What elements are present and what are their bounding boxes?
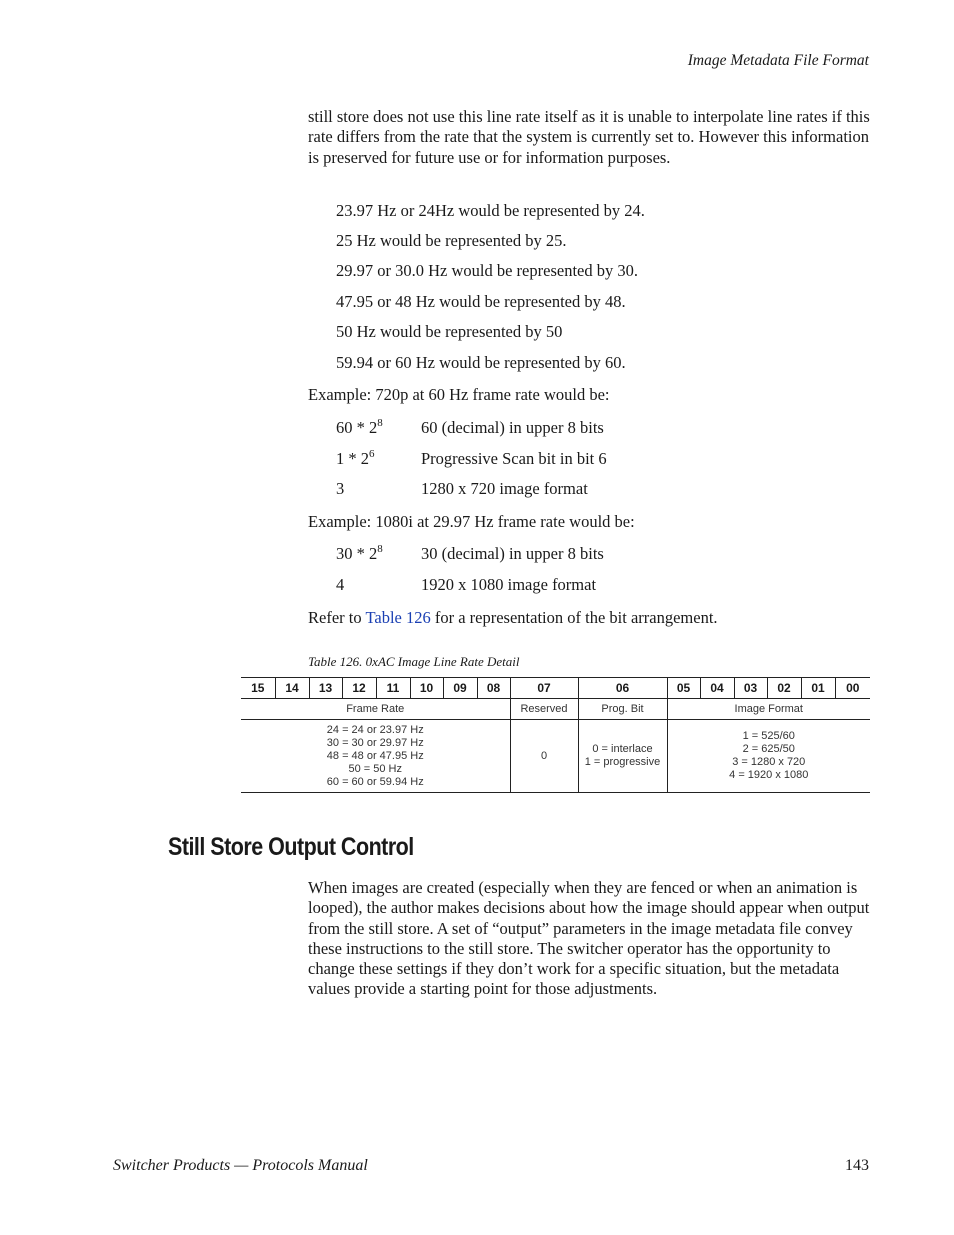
bit-header: 09 xyxy=(443,678,477,699)
example-720p-intro: Example: 720p at 60 Hz frame rate would be: xyxy=(308,385,610,404)
frame-rate-label: Frame Rate xyxy=(241,699,510,720)
frame-rate-value: 24 = 24 or 23.97 Hz xyxy=(326,723,424,736)
bit-header: 13 xyxy=(309,678,342,699)
table-caption: Table 126. 0xAC Image Line Rate Detail xyxy=(308,654,520,669)
bit-header: 10 xyxy=(410,678,443,699)
prog-bit-value: 0 = interlace xyxy=(592,743,653,755)
line-rate-bit-table xyxy=(241,677,870,793)
reserved-label: Reserved xyxy=(510,699,578,720)
bit-header: 00 xyxy=(835,678,870,699)
exponent: 6 xyxy=(369,448,375,460)
frame-rate-value: 50 = 50 Hz xyxy=(348,762,402,775)
prog-bit-label: Prog. Bit xyxy=(578,699,667,720)
bit-header: 15 xyxy=(241,678,275,699)
example-720p-row xyxy=(336,418,604,438)
frame-rate-value: 30 = 30 or 29.97 Hz xyxy=(326,736,424,749)
footer-manual-title: Switcher Products — Protocols Manual xyxy=(113,1157,368,1174)
rate-example-50: 50 Hz would be represented by 50 xyxy=(336,322,563,341)
section-heading: Still Store Output Control xyxy=(168,833,414,861)
rate-example-30: 29.97 or 30.0 Hz would be represented by 30. xyxy=(336,261,638,280)
bit-header: 02 xyxy=(767,678,801,699)
bit-header: 08 xyxy=(477,678,510,699)
bit-header: 01 xyxy=(801,678,835,699)
example-720p-row xyxy=(336,449,607,469)
example-720p-row xyxy=(336,479,588,499)
image-format-value: 1 = 525/60 xyxy=(742,730,795,742)
example-1080i-row xyxy=(336,544,604,564)
reserved-value: 0 xyxy=(540,749,548,762)
example-description: 1280 x 720 image format xyxy=(421,479,588,498)
example-value: 60 * 2 xyxy=(336,418,378,437)
example-1080i-row xyxy=(336,575,596,595)
example-value: 30 * 2 xyxy=(336,544,378,563)
example-value: 3 xyxy=(336,479,345,498)
bit-header: 03 xyxy=(734,678,767,699)
bit-header-row xyxy=(241,678,870,699)
example-description: 30 (decimal) in upper 8 bits xyxy=(421,544,604,563)
bit-header: 11 xyxy=(376,678,410,699)
example-description: Progressive Scan bit in bit 6 xyxy=(421,449,607,468)
bit-header: 12 xyxy=(342,678,376,699)
intro-paragraph: still store does not use this line rate itself as it is unable to interpolate line rates if this rate differs from the rate that the system is currently set to. However this information is preserved for future use or for information purposes. xyxy=(308,107,870,167)
field-value-row xyxy=(241,720,870,793)
section-paragraph: When images are created (especially when they are fenced or when an animation is looped), the author makes decisions about how the image should appear when output from the still store. A set of “output” parameters in the image metadata file convey these instructions to the still store. The switcher operator has the opportunity to change these settings if they don’t work for a specific situation, but the metadata values provide a starting point for those adjustments. xyxy=(308,878,870,999)
prog-bit-values xyxy=(578,720,667,793)
image-format-values xyxy=(667,720,870,793)
rate-example-24: 23.97 Hz or 24Hz would be represented by 24. xyxy=(336,201,645,220)
page-number: 143 xyxy=(845,1157,869,1174)
bit-header: 07 xyxy=(510,678,578,699)
example-description: 1920 x 1080 image format xyxy=(421,575,597,594)
image-format-value: 2 = 625/50 xyxy=(742,743,795,755)
rate-example-25: 25 Hz would be represented by 25. xyxy=(336,231,567,250)
image-format-value: 4 = 1920 x 1080 xyxy=(729,769,809,781)
reference-text-after: for a representation of the bit arrangement. xyxy=(430,608,718,627)
example-description: 60 (decimal) in upper 8 bits xyxy=(421,418,604,437)
field-label-row xyxy=(241,699,870,720)
table-reference-sentence xyxy=(308,608,718,628)
reference-text-before: Refer to xyxy=(308,608,366,627)
rate-example-48: 47.95 or 48 Hz would be represented by 48. xyxy=(336,292,626,311)
image-format-value: 3 = 1280 x 720 xyxy=(732,756,806,768)
image-format-label: Image Format xyxy=(667,699,870,720)
prog-bit-value: 1 = progressive xyxy=(584,756,661,768)
frame-rate-value: 48 = 48 or 47.95 Hz xyxy=(326,749,424,762)
example-value: 4 xyxy=(336,575,345,594)
bit-header: 05 xyxy=(667,678,700,699)
frame-rate-value: 60 = 60 or 59.94 Hz xyxy=(326,775,424,788)
example-1080i-intro: Example: 1080i at 29.97 Hz frame rate would be: xyxy=(308,512,635,531)
example-value: 1 * 2 xyxy=(336,449,369,468)
bit-header: 04 xyxy=(700,678,734,699)
frame-rate-values xyxy=(241,720,510,793)
bit-header: 14 xyxy=(275,678,309,699)
exponent: 8 xyxy=(377,417,383,429)
table-126-link[interactable]: Table 126 xyxy=(365,608,431,627)
reserved-values xyxy=(510,720,578,793)
rate-example-60: 59.94 or 60 Hz would be represented by 60. xyxy=(336,353,626,372)
running-head: Image Metadata File Format xyxy=(687,52,869,69)
exponent: 8 xyxy=(377,543,383,555)
bit-header: 06 xyxy=(578,678,667,699)
